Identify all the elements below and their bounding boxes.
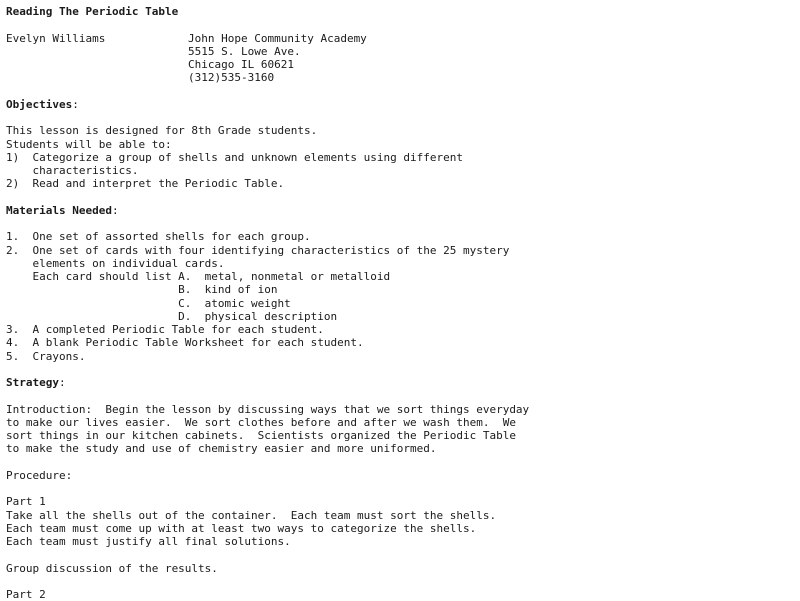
strategy-heading <box>6 376 796 389</box>
procedure-label: Procedure: <box>6 468 73 482</box>
spacer <box>6 482 796 495</box>
materials-line: 4. A blank Periodic Table Worksheet for each student. <box>6 336 364 350</box>
group-discussion-line: Group discussion of the results. <box>6 561 218 575</box>
spacer <box>6 85 796 98</box>
strategy-intro-line: to make the study and use of chemistry easier and more uniformed. <box>6 442 437 456</box>
author-address-line-1 <box>6 32 796 45</box>
objectives-line: characteristics. <box>6 164 139 177</box>
objectives-line: Students will be able to: <box>6 137 172 151</box>
author-name: Evelyn Williams <box>6 31 106 45</box>
materials-heading-colon: : <box>111 203 119 217</box>
spacer <box>6 363 796 376</box>
address-line-2 <box>6 45 796 58</box>
materials-line: D. physical description <box>6 309 338 323</box>
spacer <box>6 548 796 561</box>
part1-label: Part 1 <box>6 495 46 509</box>
address-line-3 <box>6 58 796 71</box>
strategy-intro-line: sort things in our kitchen cabinets. Scientists organized the Periodic Table <box>6 429 516 442</box>
spacer <box>6 456 796 469</box>
materials-line: 5. Crayons. <box>6 349 86 363</box>
strategy-intro-line: to make our lives easier. We sort clothes before and after we wash them. We <box>6 415 516 429</box>
materials-line: Each card should list A. metal, nonmetal or metalloid <box>6 270 391 283</box>
spacer <box>6 217 796 230</box>
spacer <box>6 389 796 402</box>
part2-label: Part 2 <box>6 588 46 601</box>
school-phone: (312)535-3160 <box>188 71 275 85</box>
address-line-4 <box>6 71 796 84</box>
strategy-heading-text: Strategy <box>6 376 59 389</box>
spacer <box>6 191 796 204</box>
materials-line: 2. One set of cards with four identifying characteristics of the 25 mystery <box>6 243 510 257</box>
part1-line: Each team must come up with at least two ways to categorize the shells. <box>6 521 477 535</box>
part1-line: Take all the shells out of the container. Each team must sort the shells. <box>6 508 497 522</box>
spacer <box>6 575 796 588</box>
objectives-line: This lesson is designed for 8th Grade students. <box>6 124 318 138</box>
objectives-line: 2) Read and interpret the Periodic Table. <box>6 177 285 191</box>
lesson-plan-document <box>6 5 796 601</box>
objectives-heading <box>6 98 796 111</box>
school-street: 5515 S. Lowe Ave. <box>188 44 301 58</box>
materials-line: C. atomic weight <box>6 296 291 310</box>
document-title: Reading The Periodic Table <box>6 5 179 18</box>
school-city: Chicago IL 60621 <box>188 58 294 71</box>
materials-heading <box>6 204 796 217</box>
part1-line: Each team must justify all final solutions. <box>6 535 291 548</box>
materials-line: elements on individual cards. <box>6 256 225 270</box>
school-name: John Hope Community Academy <box>188 31 367 45</box>
materials-line: 3. A completed Periodic Table for each student. <box>6 323 324 336</box>
strategy-intro-line: Introduction: Begin the lesson by discussing ways that we sort things everyday <box>6 402 530 416</box>
materials-line: 1. One set of assorted shells for each group. <box>6 230 311 244</box>
objectives-heading-text: Objectives <box>6 97 73 111</box>
objectives-heading-colon: : <box>72 97 79 111</box>
materials-heading-text: Materials Needed <box>6 203 112 217</box>
spacer <box>6 18 796 31</box>
strategy-heading-colon: : <box>58 376 66 389</box>
objectives-line: 1) Categorize a group of shells and unknown elements using different <box>6 150 463 164</box>
spacer <box>6 111 796 124</box>
materials-line: B. kind of ion <box>6 283 278 297</box>
